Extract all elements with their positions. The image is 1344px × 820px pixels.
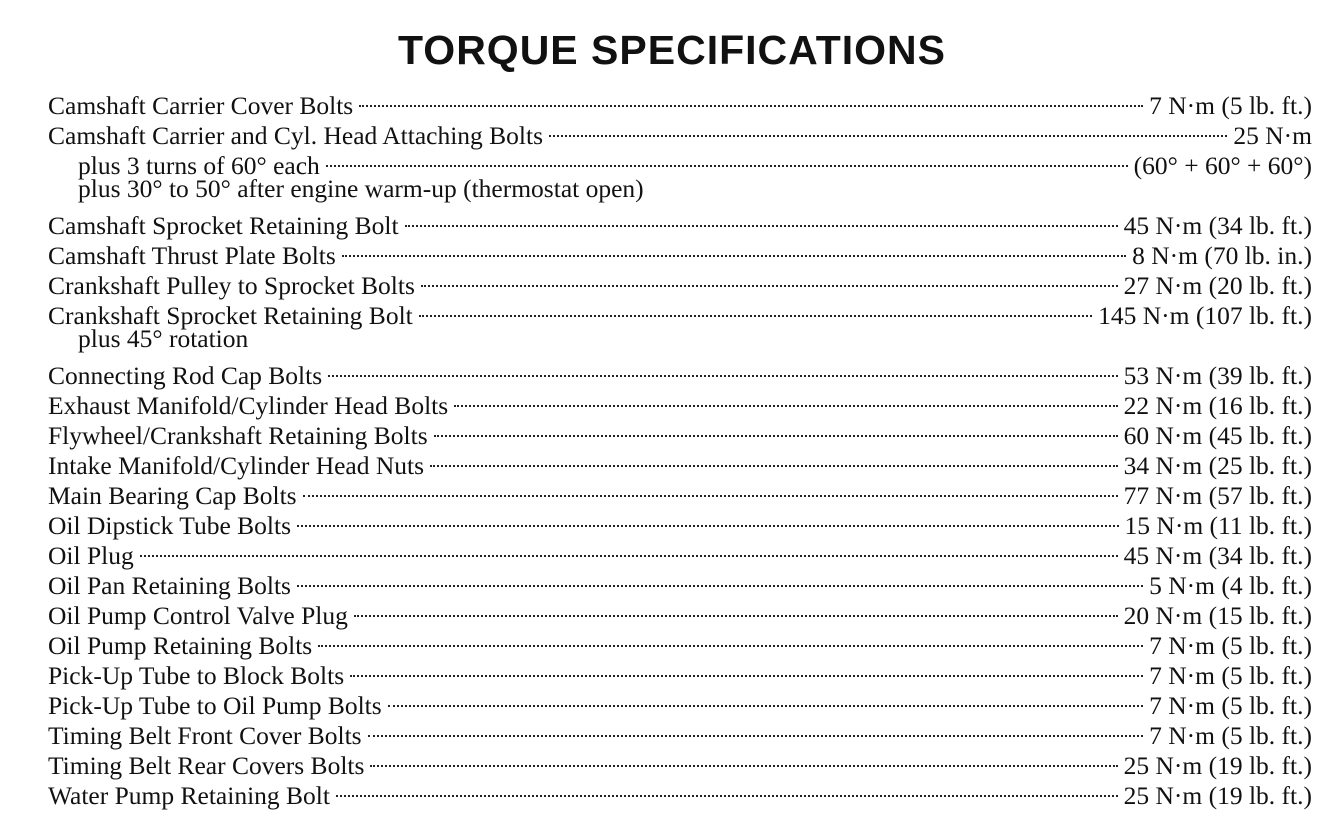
spec-row — [48, 534, 1312, 570]
dot-leader — [328, 354, 1117, 384]
spec-value: (60° + 60° + 60°) — [1133, 151, 1312, 180]
spec-value: 8 N·m (70 lb. in.) — [1132, 241, 1312, 270]
spec-label: Oil Pump Control Valve Plug — [48, 601, 348, 630]
spec-value: 25 N·m — [1233, 121, 1312, 150]
spec-label: Timing Belt Rear Covers Bolts — [48, 751, 365, 780]
spec-label: Crankshaft Sprocket Retaining Bolt — [48, 301, 413, 330]
dot-leader — [430, 444, 1118, 474]
spec-value: 53 N·m (39 lb. ft.) — [1123, 361, 1312, 390]
dot-leader — [326, 144, 1128, 174]
spec-label: plus 30° to 50° after engine warm-up (thermostat open) — [78, 174, 644, 203]
spec-label: Camshaft Carrier and Cyl. Head Attaching Bolts — [48, 121, 544, 150]
spec-value: 7 N·m (5 lb. ft.) — [1149, 661, 1312, 690]
spec-label: Camshaft Sprocket Retaining Bolt — [48, 211, 399, 240]
spec-value: 7 N·m (5 lb. ft.) — [1149, 91, 1312, 120]
spec-value: 145 N·m (107 lb. ft.) — [1098, 301, 1312, 330]
spec-value: 34 N·m (25 lb. ft.) — [1123, 451, 1312, 480]
spec-value: 25 N·m (19 lb. ft.) — [1123, 751, 1312, 780]
spec-label: Camshaft Carrier Cover Bolts — [48, 91, 354, 120]
spec-label: plus 3 turns of 60° each — [78, 151, 320, 180]
dot-leader — [419, 294, 1092, 324]
spec-label: Oil Dipstick Tube Bolts — [48, 511, 292, 540]
spec-label: Timing Belt Front Cover Bolts — [48, 721, 362, 750]
spec-label: Main Bearing Cap Bolts — [48, 481, 297, 510]
spec-value: 15 N·m (11 lb. ft.) — [1124, 511, 1312, 540]
spec-label: Water Pump Retaining Bolt — [48, 781, 330, 810]
spec-value: 7 N·m (5 lb. ft.) — [1149, 691, 1312, 720]
spec-label: Exhaust Manifold/Cylinder Head Bolts — [48, 391, 449, 420]
dot-leader — [368, 714, 1144, 744]
dot-leader — [421, 264, 1118, 294]
spec-value: 77 N·m (57 lb. ft.) — [1123, 481, 1312, 510]
spec-value: 5 N·m (4 lb. ft.) — [1149, 571, 1312, 600]
dot-leader — [140, 534, 1118, 564]
spec-row — [48, 564, 1312, 600]
spec-label: Intake Manifold/Cylinder Head Nuts — [48, 451, 425, 480]
dot-leader — [336, 774, 1118, 804]
spec-value: 22 N·m (16 lb. ft.) — [1123, 391, 1312, 420]
spec-label: Oil Pump Retaining Bolts — [48, 631, 313, 660]
spec-value: 20 N·m (15 lb. ft.) — [1123, 601, 1312, 630]
dot-leader — [549, 114, 1227, 144]
page-title: TORQUE SPECIFICATIONS — [398, 27, 946, 73]
spec-value: 27 N·m (20 lb. ft.) — [1123, 271, 1312, 300]
spec-label: plus 45° rotation — [78, 324, 249, 353]
spec-label: Camshaft Thrust Plate Bolts — [48, 241, 336, 270]
spec-row — [48, 204, 1312, 240]
torque-spec-list — [48, 84, 1312, 810]
spec-label: Connecting Rod Cap Bolts — [48, 361, 323, 390]
dot-leader — [342, 234, 1126, 264]
spec-value: 45 N·m (34 lb. ft.) — [1123, 541, 1312, 570]
dot-leader — [297, 564, 1143, 594]
spec-label: Oil Plug — [48, 541, 134, 570]
dot-leader — [359, 84, 1143, 114]
spec-row — [48, 174, 1312, 204]
spec-value: 45 N·m (34 lb. ft.) — [1123, 211, 1312, 240]
spec-row — [48, 354, 1312, 390]
spec-label: Crankshaft Pulley to Sprocket Bolts — [48, 271, 415, 300]
dot-leader — [405, 204, 1118, 234]
dot-leader — [297, 504, 1119, 534]
spec-value: 7 N·m (5 lb. ft.) — [1149, 721, 1312, 750]
dot-leader — [370, 744, 1117, 774]
spec-label: Oil Pan Retaining Bolts — [48, 571, 291, 600]
spec-value: 60 N·m (45 lb. ft.) — [1123, 421, 1312, 450]
dot-leader — [388, 684, 1143, 714]
dot-leader — [434, 414, 1118, 444]
dot-leader — [350, 654, 1143, 684]
spec-row — [48, 84, 1312, 120]
dot-leader — [318, 624, 1143, 654]
spec-label: Flywheel/Crankshaft Retaining Bolts — [48, 421, 428, 450]
spec-label: Pick-Up Tube to Block Bolts — [48, 661, 345, 690]
dot-leader — [454, 384, 1117, 414]
spec-value: 7 N·m (5 lb. ft.) — [1149, 631, 1312, 660]
spec-value: 25 N·m (19 lb. ft.) — [1123, 781, 1312, 810]
dot-leader — [303, 474, 1118, 504]
dot-leader — [354, 594, 1118, 624]
spec-label: Pick-Up Tube to Oil Pump Bolts — [48, 691, 382, 720]
